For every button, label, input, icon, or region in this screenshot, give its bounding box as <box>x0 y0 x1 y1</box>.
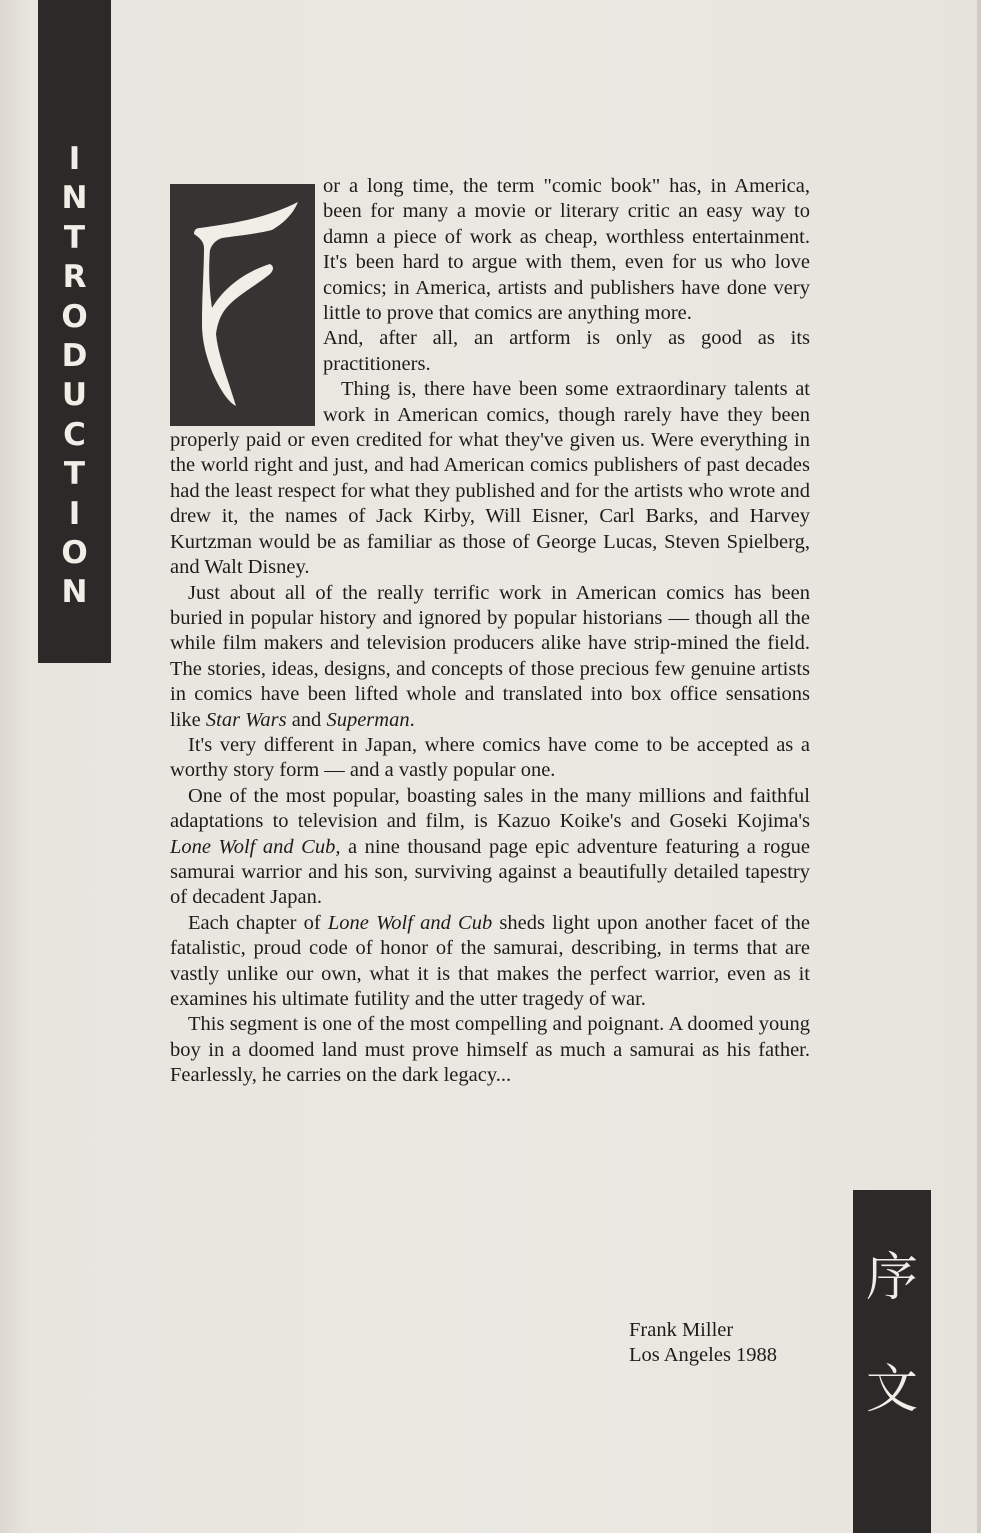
title-letter: T <box>63 219 86 256</box>
paragraph-5: It's very different in Japan, where comics have come to be accepted as a worthy story form — and a vastly popular one. <box>170 733 810 782</box>
title-letter: U <box>61 377 88 414</box>
introduction-text <box>170 174 810 1089</box>
paragraph-4: Just about all of the really terrific work in American comics has been buried in popular history and ignored by popular historians — though all the while film makers and television producers alike have strip-mined the field. The stories, ideas, designs, and concepts of those precious few genuine artists in comics have been lifted whole and translated into box office sensations like Star Wars and Superman. <box>170 581 810 731</box>
kanji-preface-2: 文 <box>865 1360 918 1420</box>
title-letter: N <box>61 180 88 217</box>
film-title-superman: Superman <box>326 708 410 731</box>
kanji-preface-1: 序 <box>865 1248 918 1308</box>
title-letter: O <box>61 298 88 335</box>
paragraph-8: This segment is one of the most compelling and poignant. A doomed young boy in a doomed land must prove himself as much a samurai as his father. Fearlessly, he carries on the dark legacy... <box>170 1013 810 1087</box>
title-letter: I <box>68 141 81 177</box>
paragraph-1: or a long time, the term "comic book" has, in America, been for many a movie or literary critic an easy way to damn a piece of work as cheap, worthless entertainment. It's been hard to argue with them, even for us who love comics; in America, artists and publishers have done very little to prove that comics are anything more. <box>323 175 810 325</box>
drop-cap-spacer <box>170 174 323 424</box>
title-letter: I <box>68 495 81 532</box>
title-letter: D <box>61 338 88 375</box>
author-name: Frank Miller <box>629 1319 734 1341</box>
place-and-year: Los Angeles 1988 <box>629 1344 778 1367</box>
film-title-star-wars: Star Wars <box>205 708 287 731</box>
book-title-lone-wolf: Lone Wolf and Cub <box>327 911 493 934</box>
signature-block <box>629 1318 777 1369</box>
title-letter: C <box>63 416 86 453</box>
title-letter: R <box>62 259 87 296</box>
book-title-lone-wolf: Lone Wolf and Cub, <box>170 835 341 858</box>
title-letter: N <box>61 574 88 611</box>
paragraph-7: Each chapter of Lone Wolf and Cub sheds light upon another facet of the fatalistic, proud code of honor of the samurai, describing, in terms that are vastly unlike our own, what it is that makes the perfect warrior, even as it examines his ultimate futility and the utter tragedy of war. <box>170 911 810 1010</box>
introduction-vertical-title <box>38 140 111 613</box>
paragraph-3: Thing is, there have been some extraordinary talents at work in American comics, though rarely have they been properly paid or even credited for what they've given us. Were everything in the world right and just, and had American comics publishers of past decades had the least respect for what they published and for the artists who wrote and drew it, the names of Jack Kirby, Will Eisner, Carl Barks, and Harvey Kurtzman would be as familiar as those of George Lucas, Steven Spielberg, and Walt Disney. <box>170 378 810 579</box>
paragraph-2: And, after all, an artform is only as good as its practitioners. <box>323 327 810 375</box>
page-edge <box>977 0 981 1533</box>
paragraph-6: One of the most popular, boasting sales in the many millions and faithful adaptations to television and film, is Kazuo Koike's and Goseki Kojima's Lone Wolf and Cub, a nine thousand page epic adventure featuring a rogue samurai warrior and his son, surviving against a beautifully detailed tapestry of decadent Japan. <box>170 784 810 909</box>
title-letter: T <box>63 456 86 493</box>
title-letter: O <box>61 535 88 572</box>
